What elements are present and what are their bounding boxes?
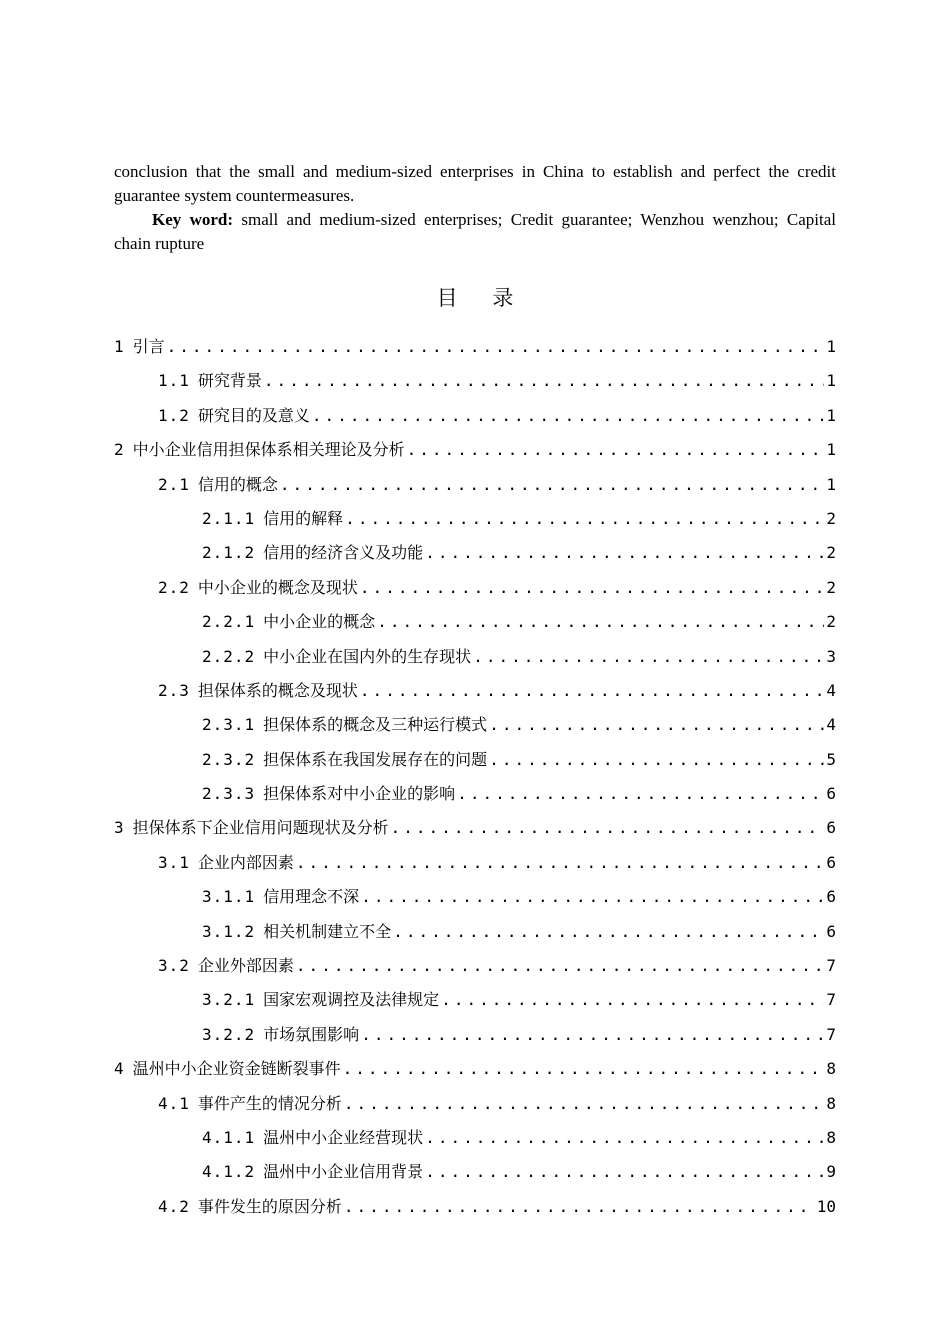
toc-entry-title: 担保体系在我国发展存在的问题 bbox=[263, 749, 488, 769]
toc-entry-page: 2 bbox=[826, 577, 836, 597]
toc-entry-number: 3.2.1 bbox=[202, 990, 256, 1010]
toc-entry-page: 1 bbox=[826, 440, 836, 460]
toc-entry-number: 4.1 bbox=[158, 1093, 190, 1113]
toc-entry-page: 2 bbox=[826, 508, 836, 528]
toc-entry-number: 2.2.2 bbox=[202, 646, 256, 666]
toc-entry[interactable] bbox=[114, 880, 836, 914]
toc-entry[interactable] bbox=[114, 674, 836, 708]
toc-dot-leader bbox=[441, 983, 824, 1017]
toc-entry[interactable] bbox=[114, 1018, 836, 1052]
toc-entry[interactable] bbox=[114, 536, 836, 570]
toc-entry-title: 温州中小企业信用背景 bbox=[263, 1162, 424, 1182]
keywords-label: Key word: bbox=[152, 210, 234, 229]
toc-dot-leader bbox=[407, 433, 825, 467]
toc-entry-title: 市场氛围影响 bbox=[263, 1024, 360, 1044]
toc-dot-leader bbox=[345, 502, 824, 536]
toc-entry-title: 信用理念不深 bbox=[263, 887, 360, 907]
toc-entry-page: 6 bbox=[826, 921, 836, 941]
toc-entry-page: 1 bbox=[826, 337, 836, 356]
toc-dot-leader bbox=[264, 364, 824, 398]
toc-entry-number: 4 bbox=[114, 1059, 125, 1079]
toc-entry-page: 7 bbox=[826, 990, 836, 1010]
toc-entry-number: 3.1 bbox=[158, 852, 190, 872]
toc-entry-page: 3 bbox=[826, 646, 836, 666]
toc-entry-page: 8 bbox=[826, 1059, 836, 1079]
toc-entry-title: 相关机制建立不全 bbox=[263, 921, 392, 941]
toc-entry[interactable] bbox=[114, 605, 836, 639]
toc-dot-leader bbox=[361, 1018, 824, 1052]
toc-entry-number: 4.1.1 bbox=[202, 1127, 256, 1147]
toc-dot-leader bbox=[473, 640, 824, 674]
toc-entry-title: 信用的概念 bbox=[197, 474, 278, 494]
toc-entry-page: 2 bbox=[826, 543, 836, 563]
toc-entry-title: 中小企业信用担保体系相关理论及分析 bbox=[132, 440, 405, 460]
toc-dot-leader bbox=[360, 571, 824, 605]
toc-entry-page: 8 bbox=[826, 1093, 836, 1113]
toc-entry-page: 6 bbox=[826, 784, 836, 804]
toc-entry-title: 引言 bbox=[132, 337, 165, 356]
keywords-text: small and medium-sized enterprises; Credit guarantee; Wenzhou wenzhou; Capital chain rupture bbox=[114, 210, 836, 253]
toc-entry-page: 7 bbox=[826, 1024, 836, 1044]
toc-dot-leader bbox=[296, 949, 824, 983]
toc-entry-title: 研究目的及意义 bbox=[197, 405, 310, 425]
toc-entry[interactable] bbox=[114, 846, 836, 880]
toc-entry-number: 3.2 bbox=[158, 956, 190, 976]
toc-dot-leader bbox=[343, 1052, 825, 1086]
toc-entry-title: 研究背景 bbox=[197, 371, 262, 391]
toc-entry-page: 2 bbox=[826, 612, 836, 632]
toc-entry-number: 3.1.2 bbox=[202, 921, 256, 941]
toc-entry[interactable] bbox=[114, 640, 836, 674]
toc-dot-leader bbox=[280, 468, 824, 502]
toc-dot-leader bbox=[361, 880, 824, 914]
toc-entry[interactable] bbox=[114, 915, 836, 949]
table-of-contents bbox=[114, 330, 836, 1224]
toc-entry-number: 2.1 bbox=[158, 474, 190, 494]
toc-entry-page: 5 bbox=[826, 749, 836, 769]
toc-entry-page: 6 bbox=[826, 887, 836, 907]
toc-entry[interactable] bbox=[114, 983, 836, 1017]
toc-entry-page: 10 bbox=[816, 1196, 836, 1216]
toc-entry-number: 2.3.3 bbox=[202, 784, 256, 804]
toc-dot-leader bbox=[312, 399, 824, 433]
toc-dot-leader bbox=[425, 1155, 824, 1189]
toc-entry-number: 3.1.1 bbox=[202, 887, 256, 907]
toc-entry-number: 1 bbox=[114, 337, 125, 356]
toc-entry-title: 中小企业在国内外的生存现状 bbox=[263, 646, 472, 666]
toc-entry-title: 信用的解释 bbox=[263, 508, 344, 528]
toc-entry[interactable] bbox=[114, 433, 836, 467]
toc-entry-number: 2.2 bbox=[158, 577, 190, 597]
toc-entry[interactable] bbox=[114, 811, 836, 845]
toc-entry[interactable] bbox=[114, 1087, 836, 1121]
toc-entry-page: 4 bbox=[826, 680, 836, 700]
toc-entry[interactable] bbox=[114, 1155, 836, 1189]
toc-entry-number: 1.1 bbox=[158, 371, 190, 391]
toc-dot-leader bbox=[425, 536, 824, 570]
toc-entry-page: 6 bbox=[826, 852, 836, 872]
toc-entry[interactable] bbox=[114, 399, 836, 433]
toc-entry-title: 温州中小企业资金链断裂事件 bbox=[132, 1059, 341, 1079]
toc-entry-number: 3.2.2 bbox=[202, 1024, 256, 1044]
toc-entry-title: 担保体系对中小企业的影响 bbox=[263, 784, 456, 804]
toc-entry-page: 1 bbox=[826, 474, 836, 494]
toc-dot-leader bbox=[360, 674, 824, 708]
keywords-line bbox=[114, 208, 836, 256]
toc-entry[interactable] bbox=[114, 743, 836, 777]
toc-dot-leader bbox=[344, 1087, 824, 1121]
toc-entry-title: 事件产生的情况分析 bbox=[197, 1093, 342, 1113]
toc-entry-number: 2.2.1 bbox=[202, 612, 256, 632]
toc-dot-leader bbox=[296, 846, 824, 880]
toc-entry[interactable] bbox=[114, 330, 836, 364]
toc-entry-number: 2.1.1 bbox=[202, 508, 256, 528]
toc-entry-page: 1 bbox=[826, 405, 836, 425]
toc-entry[interactable] bbox=[114, 1052, 836, 1086]
toc-entry-title: 担保体系的概念及现状 bbox=[197, 680, 358, 700]
toc-dot-leader bbox=[457, 777, 824, 811]
toc-entry-title: 事件发生的原因分析 bbox=[197, 1196, 342, 1216]
toc-entry-page: 4 bbox=[826, 715, 836, 735]
toc-dot-leader bbox=[377, 605, 824, 639]
toc-entry-page: 9 bbox=[826, 1162, 836, 1182]
toc-entry-number: 1.2 bbox=[158, 405, 190, 425]
toc-entry[interactable] bbox=[114, 777, 836, 811]
toc-entry-number: 2.3.1 bbox=[202, 715, 256, 735]
toc-dot-leader bbox=[344, 1190, 815, 1224]
toc-entry[interactable] bbox=[114, 708, 836, 742]
toc-dot-leader bbox=[391, 811, 825, 845]
toc-entry[interactable] bbox=[114, 502, 836, 536]
toc-entry-number: 2.3.2 bbox=[202, 749, 256, 769]
abstract-section bbox=[114, 160, 836, 256]
toc-dot-leader bbox=[393, 915, 824, 949]
toc-entry-title: 担保体系下企业信用问题现状及分析 bbox=[132, 818, 389, 838]
toc-entry-page: 8 bbox=[826, 1127, 836, 1147]
toc-entry-title: 企业外部因素 bbox=[197, 956, 294, 976]
toc-entry-number: 2.3 bbox=[158, 680, 190, 700]
toc-entry-page: 6 bbox=[826, 818, 836, 838]
toc-entry-number: 2 bbox=[114, 440, 125, 460]
toc-entry[interactable] bbox=[114, 571, 836, 605]
toc-entry-title: 国家宏观调控及法律规定 bbox=[263, 990, 440, 1010]
toc-entry-number: 4.2 bbox=[158, 1196, 190, 1216]
toc-entry-title: 温州中小企业经营现状 bbox=[263, 1127, 424, 1147]
toc-title: 目 录 bbox=[436, 286, 528, 310]
toc-entry-number: 3 bbox=[114, 818, 125, 838]
toc-entry-title: 中小企业的概念 bbox=[263, 612, 376, 632]
toc-dot-leader bbox=[489, 708, 824, 742]
toc-dot-leader bbox=[425, 1121, 824, 1155]
toc-entry-title: 企业内部因素 bbox=[197, 852, 294, 872]
toc-entry-title: 中小企业的概念及现状 bbox=[197, 577, 358, 597]
toc-entry[interactable] bbox=[114, 364, 836, 398]
toc-entry[interactable] bbox=[114, 949, 836, 983]
toc-dot-leader bbox=[489, 743, 824, 777]
toc-entry-title: 信用的经济含义及功能 bbox=[263, 543, 424, 563]
toc-entry-page: 7 bbox=[826, 956, 836, 976]
toc-entry[interactable] bbox=[114, 1190, 836, 1224]
toc-entry[interactable] bbox=[114, 468, 836, 502]
toc-dot-leader bbox=[167, 330, 825, 364]
toc-entry-number: 2.1.2 bbox=[202, 543, 256, 563]
toc-entry-number: 4.1.2 bbox=[202, 1162, 256, 1182]
toc-entry-page: 1 bbox=[826, 371, 836, 391]
abstract-continuation: conclusion that the small and medium-sized enterprises in China to establish and perfect the credit guarantee system countermeasures. bbox=[114, 162, 836, 205]
toc-entry-title: 担保体系的概念及三种运行模式 bbox=[263, 715, 488, 735]
toc-entry[interactable] bbox=[114, 1121, 836, 1155]
